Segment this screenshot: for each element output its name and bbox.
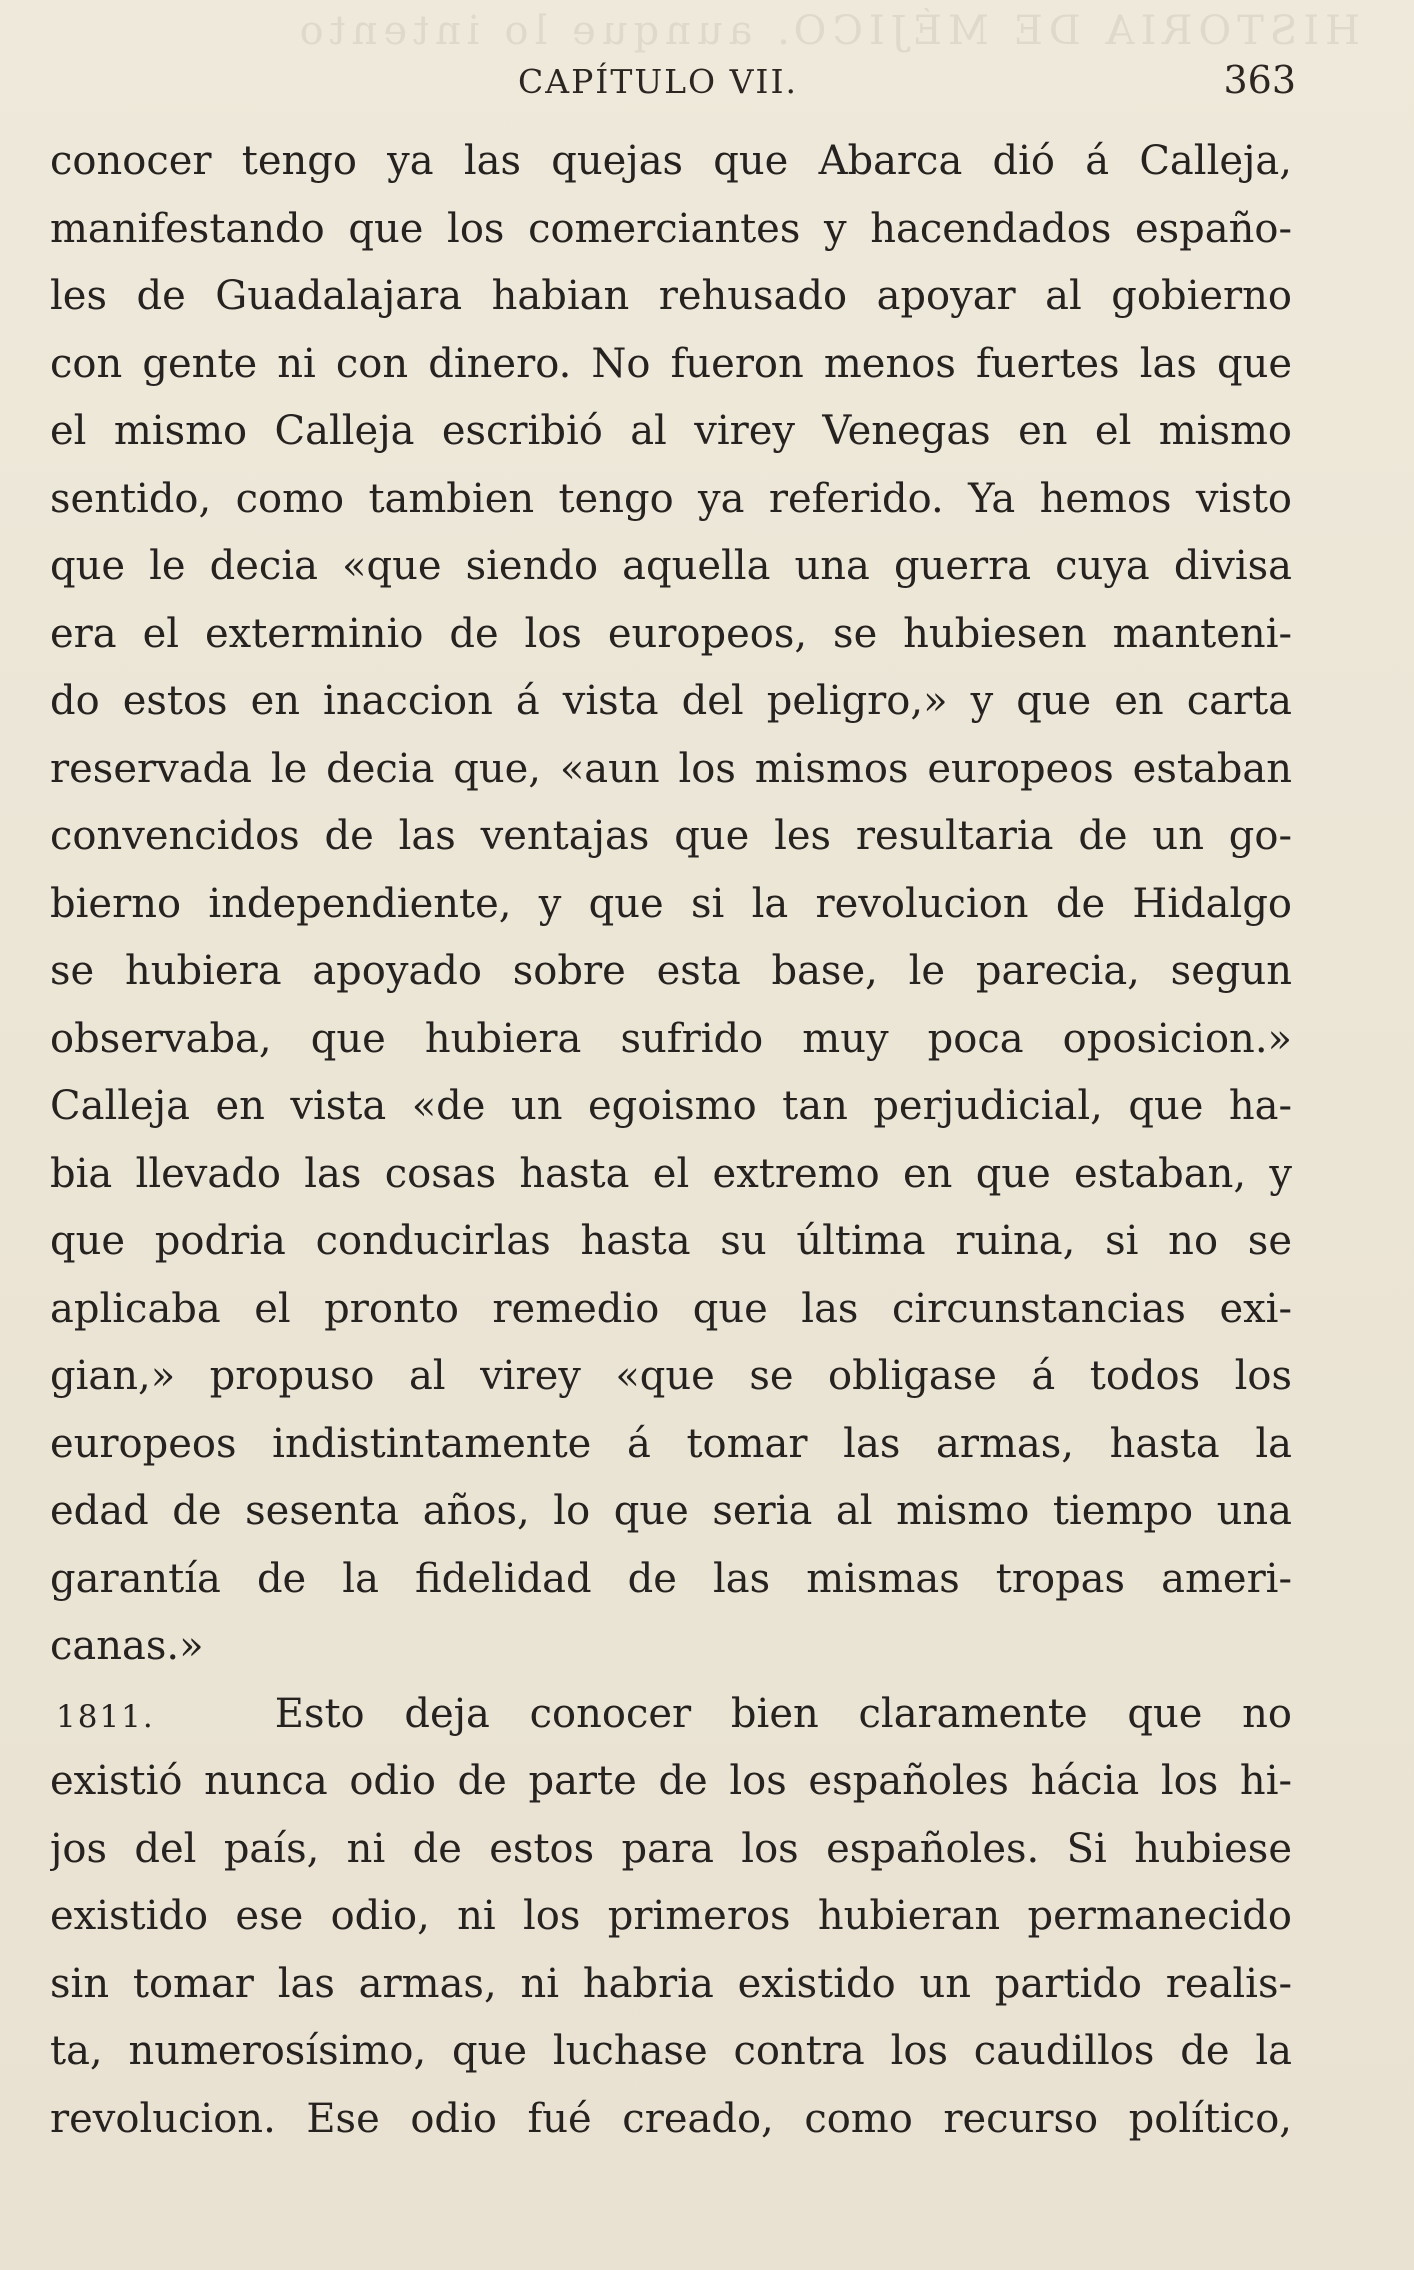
text-line: garantía de la fidelidad de las mismas tropas ameri- [50, 1555, 1292, 1602]
marginal-year: 1811. [56, 1698, 155, 1735]
text-line: europeos indistintamente á tomar las armas, hasta la [50, 1420, 1292, 1467]
text-line: les de Guadalajara habian rehusado apoyar al gobierno [50, 273, 1292, 319]
body-text [50, 128, 1292, 2153]
text-line: conocer tengo ya las quejas que Abarca dió á Calleja, [50, 138, 1292, 184]
text-line: revolucion. Ese odio fué creado, como recurso político, [50, 2095, 1292, 2142]
text-line: reservada le decia que, «aun los mismos europeos estaban [50, 745, 1292, 792]
text-line: que podria conducirlas hasta su última ruina, si no se [50, 1218, 1292, 1264]
text-line: el mismo Calleja escribió al virey Venegas en el mismo [50, 408, 1292, 454]
text-line: gian,» propuso al virey «que se obligase á todos los [50, 1353, 1292, 1399]
paragraph-1 [50, 128, 1292, 1681]
text-line: que le decia «que siendo aquella una guerra cuya divisa [50, 543, 1292, 589]
page-number: 363 [1223, 58, 1296, 102]
text-line-with-marginal [50, 1681, 1292, 1749]
text-line: con gente ni con dinero. No fueron menos fuertes las que [50, 340, 1292, 387]
text-line: edad de sesenta años, lo que seria al mismo tiempo una [50, 1488, 1292, 1534]
bleed-through-text: HISTORIA DE MÉJICO. aunque lo intento [293, 8, 1360, 54]
text-line: manifestando que los comerciantes y hacendados españo- [50, 205, 1292, 252]
text-line: jos del país, ni de estos para los españoles. Si hubiese [50, 1825, 1292, 1872]
text-line: existido ese odio, ni los primeros hubieran permanecido [50, 1893, 1292, 1939]
text-line: observaba, que hubiera sufrido muy poca oposicion.» [50, 1015, 1292, 1062]
text-line: ta, numerosísimo, que luchase contra los caudillos de la [50, 2028, 1292, 2074]
paragraph-2 [50, 1681, 1292, 2154]
text-line: Calleja en vista «de un egoismo tan perjudicial, que ha- [50, 1083, 1292, 1129]
text-line: do estos en inaccion á vista del peligro,» y que en carta [50, 678, 1292, 724]
text-line: canas.» [50, 1623, 204, 1669]
text-line: convencidos de las ventajas que les resultaria de un go- [50, 813, 1292, 859]
text-line: bia llevado las cosas hasta el extremo en que estaban, y [50, 1150, 1292, 1197]
text-line: sin tomar las armas, ni habria existido un partido realis- [50, 1960, 1292, 2007]
text-line: se hubiera apoyado sobre esta base, le parecia, segun [50, 948, 1292, 994]
text-line: era el exterminio de los europeos, se hubiesen manteni- [50, 610, 1292, 657]
text-line: existió nunca odio de parte de los españoles hácia los hi- [50, 1758, 1292, 1804]
running-head: CAPÍTULO VII. [518, 62, 798, 101]
text-line: aplicaba el pronto remedio que las circunstancias exi- [50, 1285, 1292, 1332]
page-header [0, 58, 1414, 118]
text-line: bierno independiente, y que si la revolucion de Hidalgo [50, 880, 1292, 927]
text-line: Esto deja conocer bien claramente que no [274, 1690, 1292, 1737]
text-line: sentido, como tambien tengo ya referido. Ya hemos visto [50, 475, 1292, 522]
